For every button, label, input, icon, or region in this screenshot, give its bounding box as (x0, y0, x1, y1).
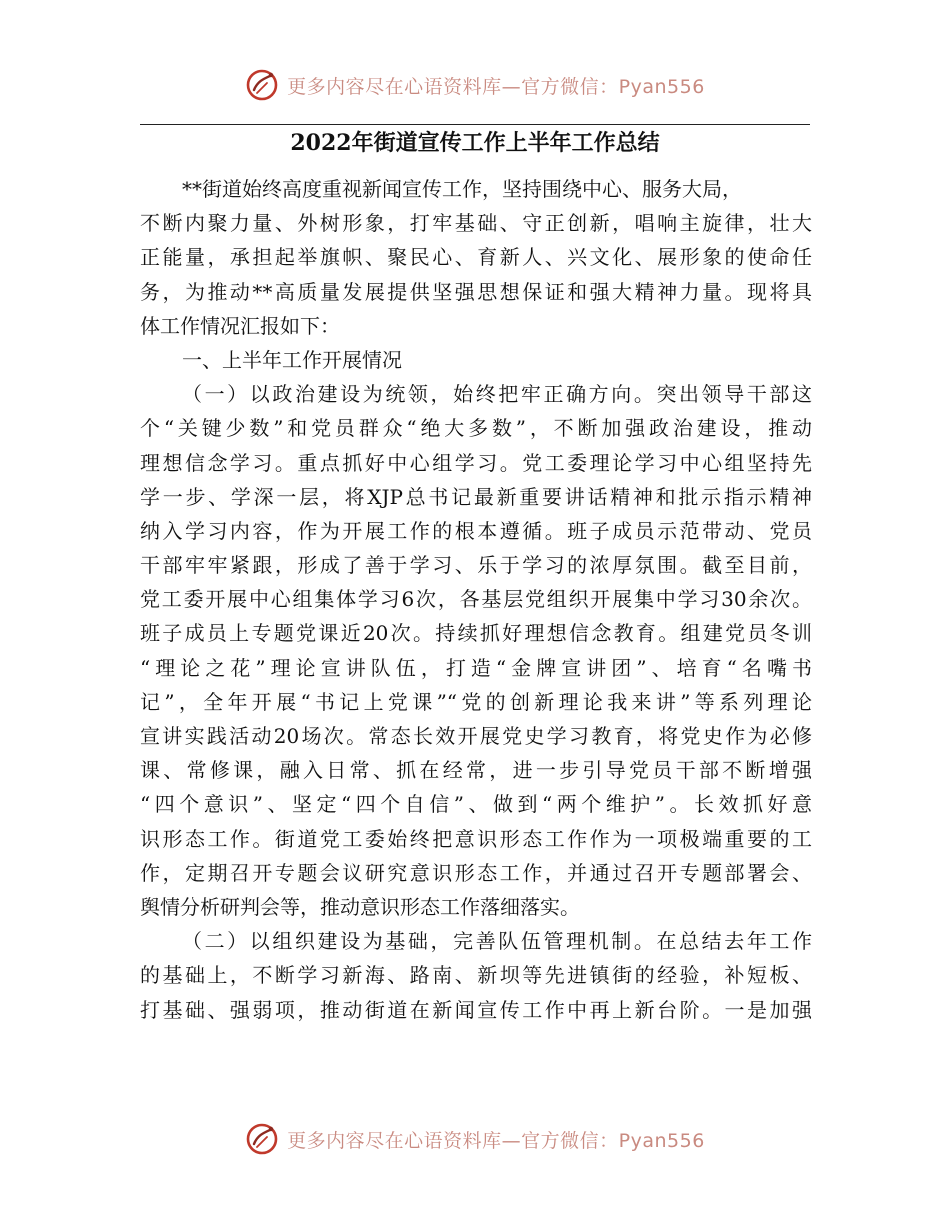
document-body (140, 172, 812, 1027)
paragraph-line: 课、常修课，融入日常、抓在经常，进一步引导党员干部不断增强 (140, 758, 812, 783)
paragraph-line: “理论之花”理论宣讲队伍，打造“金牌宣讲团”、培育“名嘴书 (140, 655, 812, 680)
paragraph-line: （一）以政治建设为统领，始终把牢正确方向。突出领导干部这 (182, 382, 812, 407)
watermark-footer (0, 1122, 950, 1156)
paragraph-line: **街道始终高度重视新闻宣传工作，坚持围绕中心、服务大局， (182, 177, 742, 201)
header-divider (140, 124, 810, 125)
paragraph-line: 宣讲实践活动20场次。常态长效开展党史学习教育，将党史作为必修 (140, 724, 812, 748)
logo-icon (245, 68, 279, 102)
logo-icon (245, 1122, 279, 1156)
paragraph-line: 务，为推动**高质量发展提供坚强思想保证和强大精神力量。现将具 (140, 279, 812, 304)
paragraph-line: 记”，全年开展“书记上党课”“党的创新理论我来讲”等系列理论 (140, 689, 812, 714)
paragraph-line: 理想信念学习。重点抓好中心组学习。党工委理论学习中心组坚持先 (140, 450, 812, 475)
paragraph-line: 个“关键少数”和党员群众“绝大多数”，不断加强政治建设，推动 (140, 416, 812, 441)
paragraph-line: 班子成员上专题党课近20次。持续抓好理想信念教育。组建党员冬训 (140, 621, 812, 646)
section-heading: 一、上半年工作开展情况 (182, 347, 402, 372)
paragraph-line: 正能量，承担起举旗帜、聚民心、育新人、兴文化、展形象的使命任 (140, 245, 812, 270)
document-title: 2022年街道宣传工作上半年工作总结 (290, 130, 660, 156)
watermark-header (0, 68, 950, 102)
paragraph-line: 打基础、强弱项，推动街道在新闻宣传工作中再上新台阶。一是加强 (140, 997, 812, 1022)
paragraph-line: 识形态工作。街道党工委始终把意识形态工作作为一项极端重要的工 (140, 826, 812, 851)
paragraph-line: “四个意识”、坚定“四个自信”、做到“两个维护”。长效抓好意 (140, 792, 812, 817)
paragraph-line: 学一步、学深一层，将XJP总书记最新重要讲话精神和批示指示精神 (140, 484, 812, 509)
paragraph-line: 不断内聚力量、外树形象，打牢基础、守正创新，唱响主旋律，壮大 (140, 211, 812, 236)
paragraph-line: 作，定期召开专题会议研究意识形态工作，并通过召开专题部署会、 (140, 860, 812, 885)
paragraph-line: 党工委开展中心组集体学习6次，各基层党组织开展集中学习30余次。 (140, 587, 812, 612)
paragraph-line: 纳入学习内容，作为开展工作的根本遵循。班子成员示范带动、党员 (140, 518, 812, 543)
watermark-text: 更多内容尽在心语资料库—官方微信：Pyan556 (287, 1129, 705, 1152)
paragraph-line: （二）以组织建设为基础，完善队伍管理机制。在总结去年工作 (182, 929, 812, 954)
watermark-text: 更多内容尽在心语资料库—官方微信：Pyan556 (287, 75, 705, 98)
paragraph-line: 舆情分析研判会等，推动意识形态工作落细落实。 (140, 894, 580, 919)
paragraph-line: 干部牢牢紧跟，形成了善于学习、乐于学习的浓厚氛围。截至目前， (140, 553, 812, 578)
paragraph-line: 体工作情况汇报如下： (140, 313, 340, 338)
paragraph-line: 的基础上，不断学习新海、路南、新坝等先进镇街的经验，补短板、 (140, 963, 812, 988)
